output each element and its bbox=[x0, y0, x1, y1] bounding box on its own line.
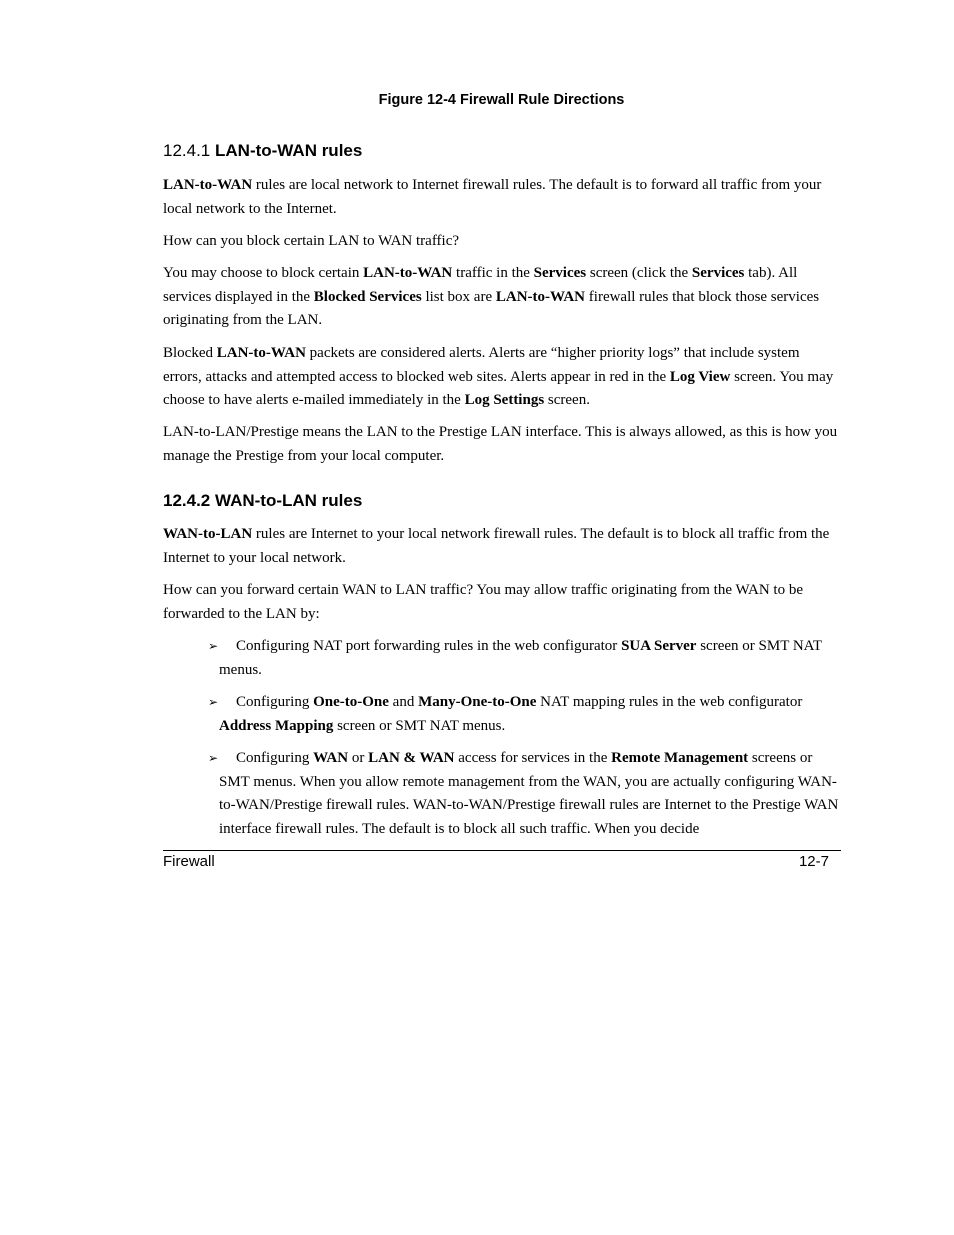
section-heading-wan-to-lan: 12.4.2 WAN-to-LAN rules bbox=[163, 491, 363, 510]
bold-term: LAN-to-WAN bbox=[216, 345, 306, 361]
text: rules are Internet to your local network firewall rules. The default is to block all traffic from the Internet to your local network. bbox=[163, 526, 830, 566]
footer-page-number: 12-7 bbox=[798, 853, 829, 870]
text: access for services in the bbox=[454, 750, 612, 766]
text: packets are considered alerts. Alerts are “higher priority logs” that include system errors, attacks and attempted access to blocked web sites. Alerts appear in red in the bbox=[163, 345, 800, 385]
section-number: 12.4.1 bbox=[163, 141, 211, 160]
text: You may choose to block certain bbox=[163, 265, 364, 281]
paragraph-lan-to-wan-intro bbox=[163, 174, 840, 221]
paragraph-alerts bbox=[163, 342, 840, 413]
text: screen or SMT NAT menus. bbox=[219, 638, 822, 678]
bold-term: Log View bbox=[669, 368, 731, 385]
arrow-bullet-icon: ➢ bbox=[208, 695, 219, 709]
bold-term: LAN-to-WAN bbox=[163, 177, 253, 193]
paragraph-question: How can you block certain LAN to WAN traffic? bbox=[163, 233, 460, 249]
bold-term: Services bbox=[533, 265, 587, 281]
bold-term: WAN bbox=[313, 750, 349, 766]
text: screen. bbox=[544, 392, 590, 408]
paragraph-lan-to-lan: LAN-to-LAN/Prestige means the LAN to the Prestige LAN interface. This is always allowed, as this is how you manage the Prestige from your local computer. bbox=[163, 424, 838, 464]
bold-term: Blocked Services bbox=[313, 288, 422, 305]
bold-term: Address Mapping bbox=[219, 717, 334, 734]
text: tab). All services displayed in the bbox=[163, 265, 798, 305]
text: Configuring bbox=[236, 694, 314, 710]
bold-term: LAN-to-WAN bbox=[495, 288, 586, 305]
figure-caption: Figure 12-4 Firewall Rule Directions bbox=[378, 92, 625, 108]
arrow-bullet-icon: ➢ bbox=[208, 639, 219, 653]
text: screen (click the bbox=[586, 265, 692, 281]
bold-term: Remote Management bbox=[611, 750, 749, 766]
bold-term: Many-One-to-One bbox=[418, 694, 537, 710]
text: NAT mapping rules in the web configurator bbox=[536, 694, 803, 710]
bold-term: LAN-to-WAN bbox=[363, 265, 453, 281]
bold-term: Log Settings bbox=[464, 392, 545, 408]
text: screens or SMT menus. When you allow remote management from the WAN, you are actually configuring WAN-to-WAN/Prestige firewall rules. WAN-to-WAN/Prestige firewall rules are Internet to the Prestige WAN interface firewall rules. The default is to block all such traffic. When you decide bbox=[219, 750, 839, 837]
bold-term: One-to-One bbox=[313, 694, 389, 710]
list-item bbox=[208, 691, 839, 738]
text: and bbox=[388, 694, 419, 710]
section-heading-lan-to-wan bbox=[163, 141, 362, 161]
footer-divider bbox=[163, 850, 841, 851]
paragraph-wan-to-lan-intro bbox=[163, 523, 840, 570]
arrow-bullet-icon: ➢ bbox=[208, 751, 219, 765]
list-item bbox=[208, 635, 839, 682]
paragraph-forward-question: How can you forward certain WAN to LAN traffic? You may allow traffic originating from the WAN to be forwarded to the LAN by: bbox=[163, 582, 803, 622]
list-item bbox=[208, 747, 839, 841]
text: rules are local network to Internet firewall rules. The default is to forward all traffic from your local network to the Internet. bbox=[163, 177, 822, 217]
paragraph-block-services bbox=[163, 262, 840, 333]
bold-term: LAN & WAN bbox=[368, 750, 455, 766]
text: Configuring NAT port forwarding rules in the web configurator bbox=[236, 638, 622, 654]
bold-term: SUA Server bbox=[621, 638, 697, 654]
text: Configuring bbox=[236, 750, 314, 766]
text: screen or SMT NAT menus. bbox=[333, 717, 506, 734]
section-title: LAN-to-WAN rules bbox=[215, 141, 363, 160]
text: traffic in the bbox=[452, 265, 534, 281]
footer-chapter-name: Firewall bbox=[163, 853, 215, 870]
bold-term: WAN-to-LAN bbox=[163, 526, 253, 542]
text: list box are bbox=[421, 288, 496, 305]
text: Blocked bbox=[163, 345, 217, 361]
text: firewall rules that block those services originating from the LAN. bbox=[163, 288, 820, 328]
text: or bbox=[348, 750, 369, 766]
bold-term: Services bbox=[691, 265, 745, 281]
text: screen. You may choose to have alerts e-mailed immediately in the bbox=[163, 368, 834, 408]
